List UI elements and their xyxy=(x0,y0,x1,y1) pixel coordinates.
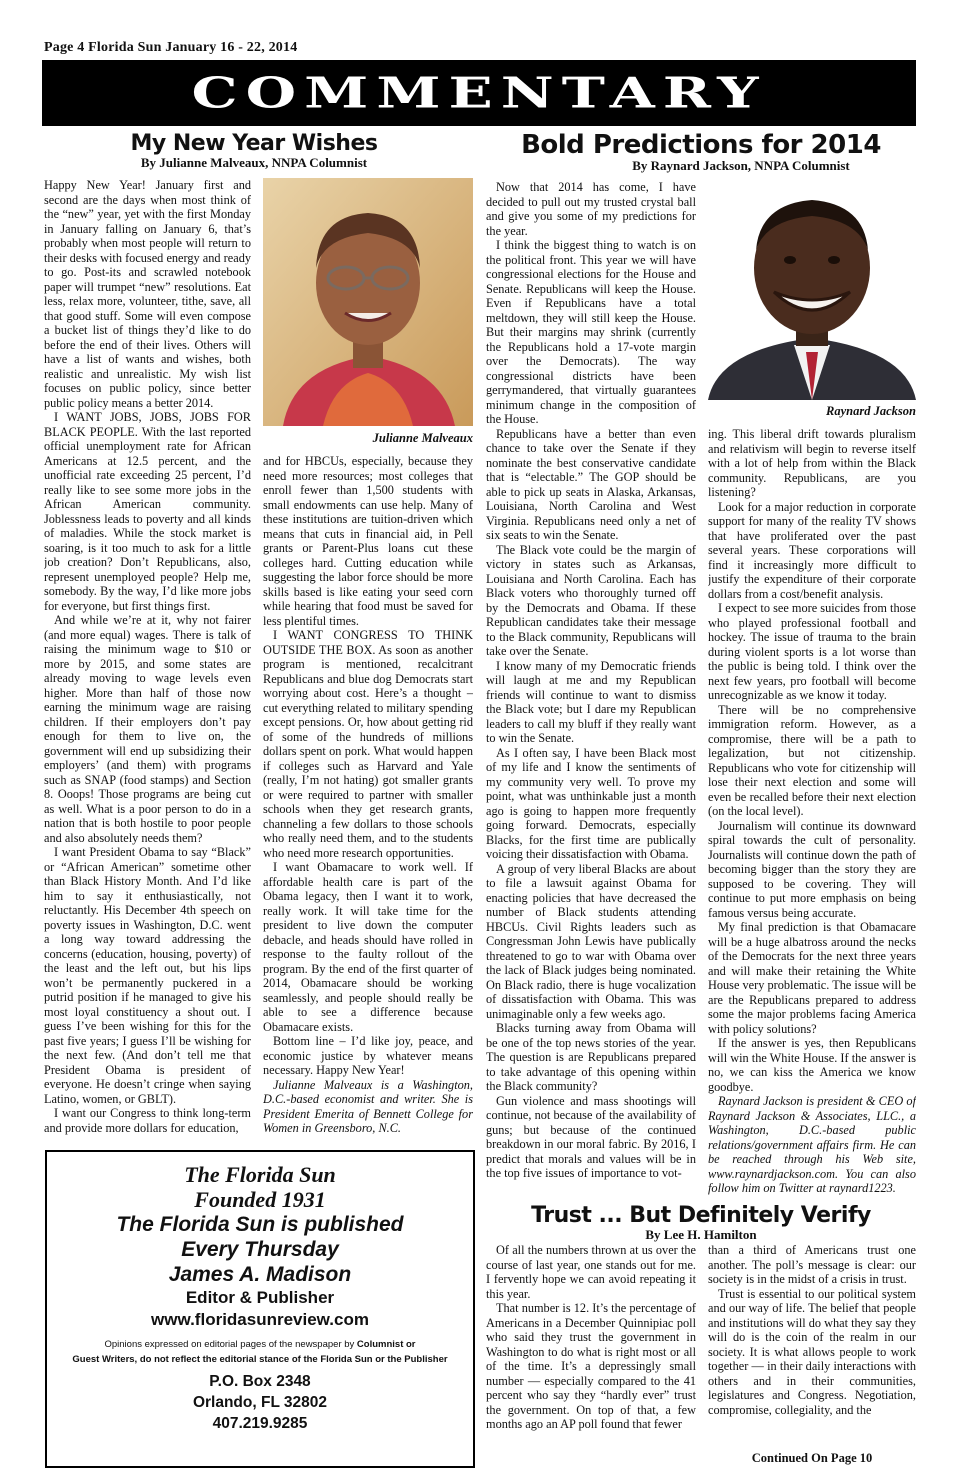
disclaimer-text: Opinions expressed on editorial pages of the newspaper by xyxy=(104,1339,357,1350)
article2-photo-caption: Raynard Jackson xyxy=(826,404,916,418)
masthead-published-line: The Florida Sun is published xyxy=(116,1213,404,1236)
paragraph: There will be no comprehensive immigration reform. However, as a compromise, there will be a path to legalization, but not citizenship. Republicans who vote for citizenship will lose their next election and some will even be recalled before their next election (on the local level). xyxy=(708,702,916,818)
masthead-paper-name: The Florida Sun xyxy=(184,1162,336,1187)
paragraph: I know many of my Democratic friends will laugh at me and my Republican friends will continue to want to dismiss the Black vote; but I dare my Republican leaders to call my bluff if they really want to win the Senate. xyxy=(486,658,696,745)
masthead-disclaimer-2: Guest Writers, do not reflect the editorial stance of the Florida Sun or the Publisher xyxy=(72,1354,448,1365)
paragraph: Trust is essential to our political system and our way of life. The belief that people and institutions will do what they say they will do is the coin of the realm in our society. It is what allows people to work together — in their daily interactions with others and in their communities, legislatures and Congress. Negotiation, compromise, collegiality, and the xyxy=(708,1286,916,1417)
paragraph: I WANT JOBS, JOBS, JOBS FOR BLACK PEOPLE. With the last reported official unemployment rate for African Americans at 12.5 percent, and the unofficial rate exceeding 25 percent, I’d really like to see some more jobs in the African American community. Joblessness leads to poverty and all kinds of maladies. While the stock market is soaring, is it too much to ask for a little job creation? Don’t Republicans, also, represent unemployed people? Help me, somebody. By the way, I’d like more jobs for everyone, but first things first. xyxy=(44,410,251,613)
paragraph: Now that 2014 has come, I have decided to pull out my trusted crystal ball and give you some of my predictions for the year. xyxy=(486,180,696,238)
masthead-disclaimer xyxy=(47,1337,473,1352)
masthead-publisher-name: James A. Madison xyxy=(168,1263,352,1286)
portrait-image xyxy=(708,180,916,400)
masthead-phone: 407.219.9285 xyxy=(212,1415,308,1432)
paragraph: I think the biggest thing to watch is on the political front. This year we will have congressional elections for the House and Senate. Republicans will keep the House. Even if Republicans have a total meltdown, they will still keep the House. But their margins may shrink (currently the Republicans hold a 17-vote margin over the Democrats). The way congressional districts have been gerrymandered, that virtually guarantees minimum change in the composition of the House. xyxy=(486,238,696,426)
masthead-schedule: Every Thursday xyxy=(181,1238,339,1261)
paragraph: And while we’re at it, why not fairer (and more equal) wages. There is talk of raising the minimum wage to $10 or more by 2015, and some states are already moving to wage levels even higher. More than half of those now earning the minimum wage are raising children. If their employers don’t pay enough for them to live on, the government will end up subsidizing their employers’ (and them) with programs such as SNAP (food stamps) and Section 8. Ooops! Those programs are being cut as well. What is a poor person to do in a nation that is both hostile to poor people and also absolutely needs them? xyxy=(44,613,251,845)
masthead-publisher-title: Editor & Publisher xyxy=(185,1288,335,1307)
paragraph: than a third of Americans trust one another. The poll’s message is clear: our society is in the midst of a crisis in trust. xyxy=(708,1243,916,1286)
continued-on-page-link[interactable]: Continued On Page 10 xyxy=(751,1451,873,1465)
disclaimer-bold: Columnist or xyxy=(356,1339,416,1350)
paragraph: A group of very liberal Blacks are about to file a lawsuit against Obama for enacting policies that have decreased the number of Black students attending HBCUs. Civil Rights leaders such as Congressman John Lewis have publically threatened to go to war with Obama over the lack of Black judges being nominated. On Black radio, there is huge vocalization of dissatisfaction with Obama. This was unimaginable only a few weeks ago. xyxy=(486,861,696,1021)
section-banner xyxy=(42,60,916,126)
article3-byline: By Lee H. Hamilton xyxy=(645,1227,757,1242)
paragraph: I want Obamacare to work well. If affordable health care is part of the Obama legacy, then I want it to work, really work. It will take time for the president to live down the computer debacle, and heads should have rolled in response to the faulty rollout of the program. By the end of the first quarter of 2014, Obamacare should be working seamlessly, and people should really be able to see a difference because Obamacare exists. xyxy=(263,860,473,1034)
masthead-city: Orlando, FL 32802 xyxy=(192,1394,328,1411)
paragraph: I expect to see more suicides from those who played professional football and hockey. The issue of trauma to the brain during violent sports is a lot worse than the public is being told. I think over the next few years, pro football will become unrecognizable as we know it today. xyxy=(708,601,916,702)
article1-byline: By Julianne Malveaux, NNPA Columnist xyxy=(140,155,368,170)
paragraph: If the answer is yes, then Republicans will win the White House. If the answer is no, we can kiss the America we know goodbye. xyxy=(708,1036,916,1094)
article2-column-2 xyxy=(708,427,916,1202)
paragraph: Of all the numbers thrown at us over the course of last year, one stands out for me. I fervently hope we can avoid repeating it this year. xyxy=(486,1243,696,1301)
paragraph: The Black vote could be the margin of victory in states such as Arkansas, Louisiana and North Carolina. Each has Black voters who thoroughly turned off by the Democrats and Obama. If these Republican candidates take their message to the Black community, Republicans will take over the Senate. xyxy=(486,542,696,658)
section-banner-title: COMMENTARY xyxy=(191,68,767,118)
julianne-malveaux-photo xyxy=(263,178,473,426)
article1-headline: My New Year Wishes xyxy=(130,131,378,156)
paragraph: Republicans have a better than even chance to take over the Senate if they nominate the best conservative candidate that is “electable.” The GOP should be able to pick up seats in Alaska, Arkansas, Louisiana, North Carolina and West Virginia. Republicans need only a net of six seats to win the Senate. xyxy=(486,426,696,542)
page-folio: Page 4 Florida Sun January 16 - 22, 2014 xyxy=(44,40,298,55)
portrait-image xyxy=(263,178,473,426)
raynard-jackson-photo xyxy=(708,180,916,400)
paragraph: Bottom line – I’d like joy, peace, and economic justice by whatever means necessary. Happy New Year! xyxy=(263,1034,473,1077)
paragraph: I WANT CONGRESS TO THINK OUTSIDE THE BOX. As soon as another program is mentioned, recalcitrant Republicans and blue dog Democrats start worrying about cost. Here’s a thought – cut everything related to military spending except pensions. Or, how about getting rid of some of the hundreds of millions dollars spent on pork. What would happen if colleges such as Harvard and Yale (really, I’m not hating) got smaller grants or were required to partner with smaller schools when they get research grants, channeling a few dollars to those schools who really need them, and to the students who need more research opportunities. xyxy=(263,628,473,860)
paragraph: That number is 12. It’s the percentage of Americans in a December Quinnipiac poll who said they trust the government in Washington to do what is right most or all of the time. It’s a depressingly small number — especially compared to the 41 percent who say they “hardly ever” trust the government. On top of that, a few months ago an AP poll found that fewer xyxy=(486,1301,696,1431)
masthead-po-box: P.O. Box 2348 xyxy=(209,1373,311,1390)
article1-photo-caption: Julianne Malveaux xyxy=(372,431,473,445)
article3-column-1 xyxy=(486,1243,696,1475)
paragraph: Look for a major reduction in corporate support for many of the reality TV shows that have proliferated over the past several years. These corporations will find it increasingly more difficult to justify the expenditure of their corporate dollars from a cost/benefit analysis. xyxy=(708,499,916,601)
paragraph: Gun violence and mass shootings will continue, not because of the availability of guns; but because of the continued breakdown in our moral fabric. By 2016, I predict that morals and values will be in the top five issues of importance to vot- xyxy=(486,1093,696,1180)
article2-byline: By Raynard Jackson, NNPA Columnist xyxy=(632,158,850,173)
article1-column-1 xyxy=(44,178,251,1140)
paragraph: I want our Congress to think long-term and provide more dollars for education, xyxy=(44,1106,251,1135)
paragraph: My final prediction is that Obamacare will be a huge albatross around the necks of the Democrats for the next three years and will make their retaining the White House very problematic. The issue will be are the Republicans prepared to address some the major problems facing America with policy solutions? xyxy=(708,920,916,1036)
masthead-website[interactable]: www.floridasunreview.com xyxy=(151,1310,369,1329)
paragraph: Blacks turning away from Obama will be one of the top news stories of the year. The question is are Republicans prepared to take advantage of this opening within the Black community? xyxy=(486,1021,696,1093)
article3-column-2 xyxy=(708,1243,916,1448)
paragraph: Journalism will continue its downward spiral towards the cult of personality. Journalists will continue down the path of becoming bigger than the story they are supposed to be covering. They will continue to put more emphasis on being famous versus being accurate. xyxy=(708,818,916,920)
paragraph: and for HBCUs, especially, because they need more resources; most colleges that enroll fewer than 1,500 students with small endowments can use help. Many of these institutions are tuition-driven which means that cuts in financial aid, in Pell grants or Parent-Plus loans cut these colleges hard. Cutting education while suggesting the labor force should be more skills based is like eating your seed corn while hearing that food must be saved for less plentiful times. xyxy=(263,454,473,628)
article1-column-2 xyxy=(263,454,473,1144)
paragraph: ing. This liberal drift towards pluralism and relativism will begin to reverse itself with a lot of help from within the Black community. Republicans, are you listening? xyxy=(708,427,916,499)
masthead-box xyxy=(45,1150,475,1468)
article2-column-1 xyxy=(486,180,696,1200)
masthead-founded: Founded 1931 xyxy=(194,1187,326,1212)
paragraph: I want President Obama to say “Black” or “African American” sometime other than Black History Month. And I’d like him to say it enthusiastically, not reluctantly. His December 4th speech on poverty issues in Washington, D.C. went a long way toward addressing the concerns (education, housing, poverty) of the least and the left out, but his lips won’t be permanently puckered in a putrid position if he managed to give his most loyal constituency a shout out. I guess I’ve been wishing for this for the past five years; I guess I’ll be wishing for the next few. (And don’t tell me that President Obama is president of everyone. He doesn’t cringe when saying Latino, women, or GBLT). xyxy=(44,845,251,1106)
article2-headline: Bold Predictions for 2014 xyxy=(521,130,881,160)
article3-headline: Trust ... But Definitely Verify xyxy=(531,1203,871,1228)
paragraph: As I often say, I have been Black most of my life and I know the sentiments of my community very well. To prove my point, what was unthinkable just a month ago is going to happen more frequently going forward. Democrats, especially Blacks, for the first time are publically voicing their dissatisfaction with Obama. xyxy=(486,745,696,861)
paragraph: Happy New Year! January first and second are the days when most think of the “new” year, yet with the first Monday in January falling on January 6, that’s probably when most people will return to their desks with focused energy and ready to go. Post-its and scrawled notebook paper will trumpet “new” resolutions. Eat less, relax more, volunteer, tithe, save, all that good stuff. Some will even compose a bucket list of things they’d like to do before the end of their lives. Others will have a list of wants and wishes, both realistic and unrealistic. My wish list focuses on public policy, since better public policy means a better 2014. xyxy=(44,178,251,410)
author-bio: Julianne Malveaux is a Washington, D.C.-based economist and writer. She is President Emerita of Bennett College for Women in Greensboro, N.C. xyxy=(263,1077,473,1135)
author-bio: Raynard Jackson is president & CEO of Raynard Jackson & Associates, LLC., a Washington, D.C.-based public relations/government affairs firm. He can be reached through his Web site, www.raynardjackson.com. You can also follow him on Twitter at raynard1223. xyxy=(708,1094,916,1195)
